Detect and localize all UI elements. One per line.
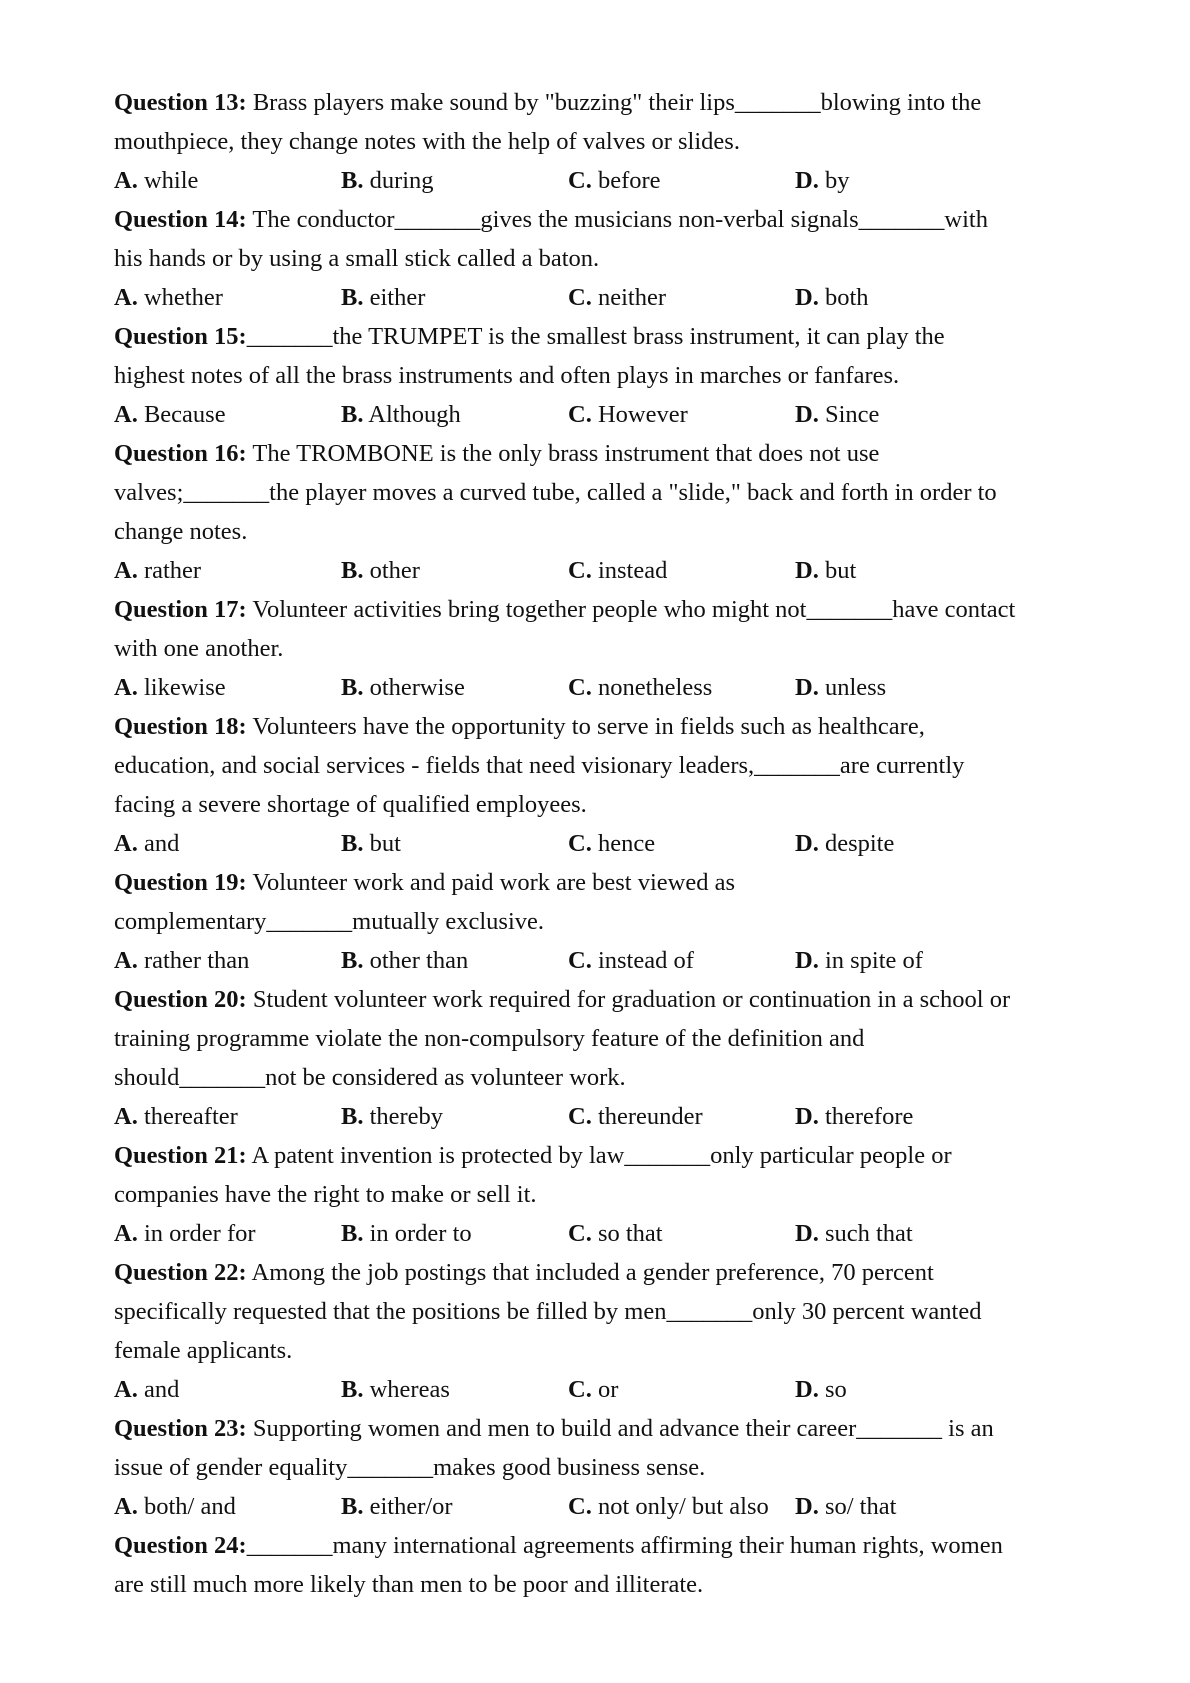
answer-option (795, 551, 856, 590)
option-text: thereafter (143, 1103, 238, 1130)
question-number: Question 16: (114, 440, 247, 467)
option-text: such that (824, 1220, 913, 1247)
answer-option (341, 668, 465, 707)
question-number: Question 20: (114, 986, 247, 1013)
option-text: in order for (143, 1220, 256, 1247)
answer-option (568, 1214, 663, 1253)
question-stem-text: Volunteer activities bring together people who might not_______have contact (252, 596, 1016, 623)
option-text: Because (143, 401, 226, 428)
question-text-line (114, 200, 1090, 239)
question-stem-text: highest notes of all the brass instruments and often plays in marches or fanfares. (114, 362, 900, 389)
answer-option (114, 1487, 236, 1526)
answer-options (114, 1097, 1090, 1136)
question-text-line (114, 1019, 1090, 1058)
option-letter: D. (795, 1103, 819, 1130)
answer-option (568, 1487, 769, 1526)
answer-option (795, 1214, 913, 1253)
option-letter: C. (568, 284, 592, 311)
option-letter: B. (341, 1220, 364, 1247)
question-block (114, 434, 1090, 590)
question-block (114, 863, 1090, 980)
question-stem-text: his hands or by using a small stick called a baton. (114, 245, 600, 272)
option-letter: A. (114, 1376, 138, 1403)
question-text-line (114, 239, 1090, 278)
option-text: instead of (597, 947, 694, 974)
answer-option (341, 1487, 453, 1526)
question-text-line (114, 629, 1090, 668)
option-text: before (597, 167, 661, 194)
question-stem-text: with one another. (114, 635, 284, 662)
question-text-line (114, 317, 1090, 356)
question-text-line (114, 1136, 1090, 1175)
answer-options (114, 278, 1090, 317)
option-letter: C. (568, 1103, 592, 1130)
option-text: while (143, 167, 199, 194)
question-text-line (114, 1409, 1090, 1448)
question-stem-text: Volunteer work and paid work are best viewed as (252, 869, 736, 896)
option-text: in spite of (824, 947, 923, 974)
answer-option (795, 941, 923, 980)
option-text: either (369, 284, 426, 311)
option-text: either/or (369, 1493, 453, 1520)
option-letter: D. (795, 674, 819, 701)
question-stem-text: change notes. (114, 518, 248, 545)
option-text: thereunder (597, 1103, 703, 1130)
option-letter: D. (795, 1220, 819, 1247)
option-letter: C. (568, 674, 592, 701)
question-text-line (114, 1292, 1090, 1331)
option-text: therefore (824, 1103, 914, 1130)
question-number: Question 15: (114, 323, 247, 350)
question-text-line (114, 1565, 1090, 1604)
question-stem-text: are still much more likely than men to be poor and illiterate. (114, 1571, 704, 1598)
answer-options (114, 668, 1090, 707)
question-text-line (114, 473, 1090, 512)
option-letter: D. (795, 1493, 819, 1520)
answer-option (114, 824, 179, 863)
answer-options (114, 1214, 1090, 1253)
question-number: Question 19: (114, 869, 247, 896)
answer-options (114, 1370, 1090, 1409)
question-stem-text: _______many international agreements affirming their human rights, women (246, 1532, 1003, 1559)
answer-option (568, 668, 712, 707)
option-text: whereas (369, 1376, 450, 1403)
answer-option (114, 1370, 179, 1409)
option-text: both/ and (143, 1493, 236, 1520)
question-stem-text: Among the job postings that included a gender preference, 70 percent (251, 1259, 934, 1286)
answer-options (114, 395, 1090, 434)
option-text: but (369, 830, 401, 857)
option-text: so/ that (824, 1493, 897, 1520)
answer-option (795, 1487, 896, 1526)
answer-options (114, 824, 1090, 863)
option-text: both (824, 284, 869, 311)
option-text: not only/ but also (597, 1493, 769, 1520)
option-text: other than (369, 947, 469, 974)
question-number: Question 13: (114, 89, 247, 116)
question-stem-text: should_______not be considered as volunteer work. (114, 1064, 626, 1091)
option-text: by (824, 167, 850, 194)
option-letter: D. (795, 167, 819, 194)
question-block (114, 317, 1090, 434)
question-text-line (114, 785, 1090, 824)
answer-option (114, 1214, 256, 1253)
question-stem-text: Student volunteer work required for graduation or continuation in a school or (252, 986, 1011, 1013)
option-text: likewise (143, 674, 226, 701)
answer-options (114, 1487, 1090, 1526)
question-block (114, 707, 1090, 863)
question-number: Question 21: (114, 1142, 247, 1169)
answer-option (114, 395, 226, 434)
option-letter: A. (114, 1103, 138, 1130)
option-text: rather than (143, 947, 250, 974)
question-block (114, 1253, 1090, 1409)
option-letter: A. (114, 1220, 138, 1247)
question-block (114, 1409, 1090, 1526)
question-text-line (114, 356, 1090, 395)
answer-option (341, 551, 420, 590)
option-letter: B. (341, 284, 364, 311)
option-letter: B. (341, 674, 364, 701)
answer-option (568, 1370, 618, 1409)
option-text: hence (597, 830, 656, 857)
option-text: neither (597, 284, 666, 311)
answer-option (341, 824, 401, 863)
answer-option (568, 551, 667, 590)
question-number: Question 23: (114, 1415, 247, 1442)
option-letter: B. (341, 1493, 364, 1520)
option-text: instead (597, 557, 668, 584)
question-text-line (114, 434, 1090, 473)
answer-option (568, 278, 666, 317)
option-letter: A. (114, 401, 138, 428)
question-text-line (114, 1058, 1090, 1097)
question-text-line (114, 746, 1090, 785)
option-text: and (143, 830, 180, 857)
option-letter: D. (795, 1376, 819, 1403)
question-number: Question 17: (114, 596, 247, 623)
question-text-line (114, 707, 1090, 746)
option-letter: B. (341, 557, 364, 584)
option-letter: D. (795, 830, 819, 857)
question-text-line (114, 83, 1090, 122)
option-text: whether (143, 284, 223, 311)
answer-options (114, 941, 1090, 980)
option-text: so (824, 1376, 847, 1403)
question-number: Question 18: (114, 713, 247, 740)
option-letter: C. (568, 1493, 592, 1520)
option-letter: B. (341, 947, 364, 974)
option-letter: A. (114, 830, 138, 857)
question-stem-text: Brass players make sound by "buzzing" their lips_______blowing into the (252, 89, 982, 116)
question-number: Question 22: (114, 1259, 247, 1286)
question-block (114, 83, 1090, 200)
question-text-line (114, 122, 1090, 161)
option-letter: A. (114, 167, 138, 194)
answer-option (341, 278, 425, 317)
question-stem-text: female applicants. (114, 1337, 293, 1364)
question-stem-text: The conductor_______gives the musicians non-verbal signals_______with (252, 206, 988, 233)
question-text-line (114, 863, 1090, 902)
option-letter: B. (341, 167, 364, 194)
option-text: Since (824, 401, 880, 428)
answer-options (114, 551, 1090, 590)
answer-option (114, 278, 223, 317)
question-stem-text: specifically requested that the positions be filled by men_______only 30 percent wanted (114, 1298, 982, 1325)
option-text: or (597, 1376, 619, 1403)
question-text-line (114, 1253, 1090, 1292)
question-stem-text: A patent invention is protected by law_______only particular people or (251, 1142, 952, 1169)
answer-option (114, 668, 226, 707)
question-text-line (114, 1331, 1090, 1370)
option-text: thereby (369, 1103, 444, 1130)
question-stem-text: education, and social services - fields that need visionary leaders,_______are currently (114, 752, 965, 779)
option-text: despite (824, 830, 895, 857)
answer-option (795, 278, 869, 317)
option-text: during (369, 167, 434, 194)
option-text: other (369, 557, 420, 584)
question-number: Question 24: (114, 1532, 247, 1559)
answer-option (341, 941, 468, 980)
question-stem-text: mouthpiece, they change notes with the help of valves or slides. (114, 128, 740, 155)
answer-option (795, 1370, 847, 1409)
question-block (114, 590, 1090, 707)
option-letter: C. (568, 401, 592, 428)
question-text-line (114, 902, 1090, 941)
answer-option (568, 1097, 703, 1136)
question-stem-text: valves;_______the player moves a curved tube, called a "slide," back and forth in order to (114, 479, 997, 506)
option-text: However (597, 401, 688, 428)
question-block (114, 980, 1090, 1136)
answer-option (341, 1370, 450, 1409)
option-letter: C. (568, 1376, 592, 1403)
question-stem-text: issue of gender equality_______makes good business sense. (114, 1454, 706, 1481)
option-text: unless (824, 674, 887, 701)
question-number: Question 14: (114, 206, 247, 233)
answer-option (341, 1214, 472, 1253)
answer-option (341, 161, 434, 200)
option-letter: A. (114, 947, 138, 974)
option-letter: C. (568, 557, 592, 584)
question-stem-text: facing a severe shortage of qualified employees. (114, 791, 587, 818)
option-letter: D. (795, 947, 819, 974)
answer-option (795, 824, 894, 863)
option-letter: B. (341, 401, 364, 428)
option-letter: B. (341, 1376, 364, 1403)
option-text: so that (597, 1220, 663, 1247)
option-letter: D. (795, 557, 819, 584)
option-text: nonetheless (597, 674, 713, 701)
question-stem-text: The TROMBONE is the only brass instrument that does not use (252, 440, 880, 467)
question-stem-text: _______the TRUMPET is the smallest brass instrument, it can play the (246, 323, 945, 350)
option-text: and (143, 1376, 180, 1403)
question-text-line (114, 1526, 1090, 1565)
question-text-line (114, 590, 1090, 629)
answer-option (795, 668, 886, 707)
option-letter: D. (795, 284, 819, 311)
answer-options (114, 161, 1090, 200)
option-letter: C. (568, 1220, 592, 1247)
option-letter: A. (114, 557, 138, 584)
question-text-line (114, 1448, 1090, 1487)
answer-option (795, 395, 879, 434)
answer-option (114, 941, 249, 980)
answer-option (114, 551, 201, 590)
answer-option (568, 941, 694, 980)
question-text-line (114, 980, 1090, 1019)
question-block (114, 1526, 1090, 1604)
answer-option (568, 395, 688, 434)
answer-option (341, 1097, 443, 1136)
question-stem-text: complementary_______mutually exclusive. (114, 908, 545, 935)
question-stem-text: companies have the right to make or sell it. (114, 1181, 537, 1208)
question-block (114, 1136, 1090, 1253)
answer-option (341, 395, 461, 434)
question-block (114, 200, 1090, 317)
option-letter: A. (114, 284, 138, 311)
option-text: rather (143, 557, 202, 584)
answer-option (568, 161, 661, 200)
option-letter: C. (568, 830, 592, 857)
answer-option (795, 161, 849, 200)
option-letter: A. (114, 1493, 138, 1520)
option-letter: B. (341, 830, 364, 857)
question-stem-text: training programme violate the non-compulsory feature of the definition and (114, 1025, 865, 1052)
question-text-line (114, 512, 1090, 551)
option-letter: B. (341, 1103, 364, 1130)
option-letter: D. (795, 401, 819, 428)
option-text: otherwise (369, 674, 465, 701)
option-text: in order to (369, 1220, 472, 1247)
answer-option (568, 824, 655, 863)
option-letter: C. (568, 167, 592, 194)
option-letter: C. (568, 947, 592, 974)
option-text: but (824, 557, 857, 584)
option-text: Although (368, 401, 461, 428)
answer-option (795, 1097, 913, 1136)
answer-option (114, 1097, 238, 1136)
option-letter: A. (114, 674, 138, 701)
question-stem-text: Volunteers have the opportunity to serve in fields such as healthcare, (252, 713, 925, 740)
question-stem-text: Supporting women and men to build and advance their career_______ is an (252, 1415, 994, 1442)
answer-option (114, 161, 198, 200)
question-text-line (114, 1175, 1090, 1214)
